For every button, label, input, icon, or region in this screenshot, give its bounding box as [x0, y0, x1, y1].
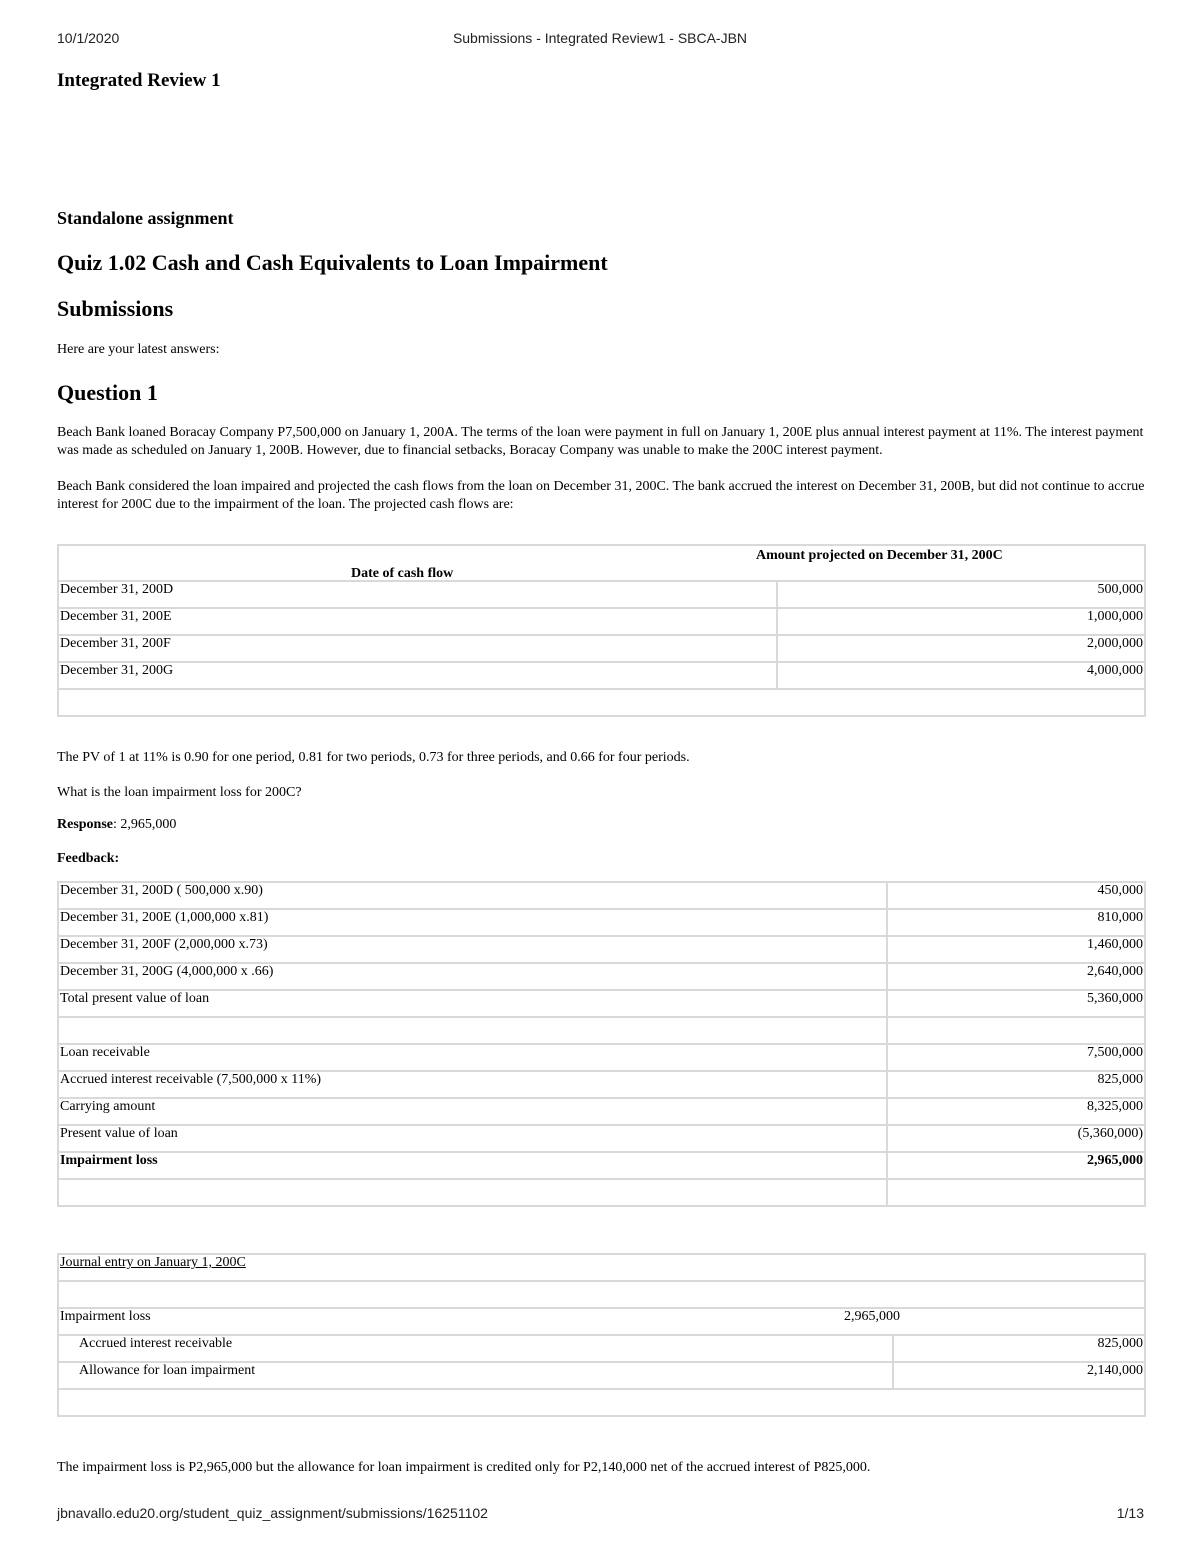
table-row — [58, 909, 1145, 936]
feedback-value-cell — [887, 1017, 1145, 1044]
feedback-label-cell: Accrued interest receivable (7,500,000 x 11%) — [58, 1071, 887, 1098]
feedback-value-cell: (5,360,000) — [887, 1125, 1145, 1152]
empty-cell — [58, 1281, 1145, 1308]
feedback-value-cell: 825,000 — [887, 1071, 1145, 1098]
feedback-value-cell: 7,500,000 — [887, 1044, 1145, 1071]
debit-amount: 2,965,000 — [844, 1309, 900, 1324]
question-paragraph-1: Beach Bank loaned Boracay Company P7,500,000 on January 1, 200A. The terms of the loan were payment in full on January 1, 200E plus annual interest payment at 11%. The interest payment was made as scheduled on January 1, 200B. However, due to financial setbacks, Boracay Company was unable to make the 200C interest payment. — [57, 425, 1144, 458]
feedback-label-cell — [58, 1179, 887, 1206]
table-row — [58, 581, 1145, 608]
table-row — [58, 662, 1145, 689]
cash-flow-header-row — [58, 545, 1145, 581]
main-content — [57, 68, 1146, 1475]
cash-flow-amount: 4,000,000 — [777, 662, 1145, 689]
empty-cell — [58, 689, 1145, 716]
feedback-label-cell: Carrying amount — [58, 1098, 887, 1125]
cash-flow-date: December 31, 200E — [58, 608, 777, 635]
print-url: jbnavallo.edu20.org/student_quiz_assignment/submissions/16251102 — [57, 1505, 488, 1521]
feedback-label-cell: December 31, 200F (2,000,000 x.73) — [58, 936, 887, 963]
print-page-number: 1/13 — [1116, 1505, 1144, 1521]
cash-flow-amount: 2,000,000 — [777, 635, 1145, 662]
table-row-empty — [58, 1017, 1145, 1044]
table-row — [58, 1071, 1145, 1098]
feedback-value-cell: 5,360,000 — [887, 990, 1145, 1017]
response-label: Response — [57, 817, 114, 832]
credit-amount: 825,000 — [893, 1335, 1145, 1362]
credit-account: Allowance for loan impairment — [58, 1362, 893, 1389]
submissions-title: Submissions — [57, 296, 174, 321]
cash-flow-date: December 31, 200F — [58, 635, 777, 662]
cash-flow-header — [58, 545, 1145, 581]
feedback-value-cell: 2,965,000 — [887, 1152, 1145, 1179]
question-paragraph-2: Beach Bank considered the loan impaired and projected the cash flows from the loan on December 31, 200C. The bank accrued the interest on December 31, 200B, but did not continue to accrue interest for 200C due to the impairment of the loan. The projected cash flows are: — [57, 479, 1145, 512]
table-row-empty — [58, 689, 1145, 716]
table-row — [58, 1308, 1145, 1335]
table-row-empty — [58, 1179, 1145, 1206]
table-row — [58, 963, 1145, 990]
response-value: : 2,965,000 — [113, 817, 177, 832]
feedback-label: Feedback: — [57, 851, 120, 866]
quiz-title: Quiz 1.02 Cash and Cash Equivalents to Loan Impairment — [57, 250, 608, 275]
feedback-label-cell: Present value of loan — [58, 1125, 887, 1152]
table-row — [58, 1044, 1145, 1071]
cash-flow-date: December 31, 200G — [58, 662, 777, 689]
journal-entry-title: Journal entry on January 1, 200C — [60, 1255, 246, 1270]
table-row — [58, 1098, 1145, 1125]
feedback-label-cell — [58, 1017, 887, 1044]
table-row-empty — [58, 1389, 1145, 1416]
table-row — [58, 1335, 1145, 1362]
print-footer — [0, 1505, 1200, 1525]
review-title: Integrated Review 1 — [57, 70, 221, 91]
feedback-label-cell: December 31, 200D ( 500,000 x.90) — [58, 882, 887, 909]
table-row — [58, 1125, 1145, 1152]
question-title: Question 1 — [57, 380, 158, 405]
feedback-label-cell: Impairment loss — [58, 1152, 887, 1179]
debit-account: Impairment loss — [60, 1309, 151, 1324]
table-row — [58, 608, 1145, 635]
journal-entry-title-cell — [58, 1254, 1145, 1281]
feedback-value-cell: 2,640,000 — [887, 963, 1145, 990]
feedback-label-cell: December 31, 200E (1,000,000 x.81) — [58, 909, 887, 936]
table-row — [58, 1254, 1145, 1281]
feedback-value-cell: 1,460,000 — [887, 936, 1145, 963]
table-row — [58, 990, 1145, 1017]
print-header — [0, 30, 1200, 50]
pv-text: The PV of 1 at 11% is 0.90 for one period, 0.81 for two periods, 0.73 for three periods, and 0.66 for four periods. — [57, 750, 690, 765]
feedback-label-cell: December 31, 200G (4,000,000 x .66) — [58, 963, 887, 990]
cash-flow-amount: 1,000,000 — [777, 608, 1145, 635]
print-page-title: Submissions - Integrated Review1 - SBCA-JBN — [452, 30, 748, 46]
cash-flow-amount: 500,000 — [777, 581, 1145, 608]
feedback-table — [57, 881, 1146, 1207]
intro-text: Here are your latest answers: — [57, 342, 220, 357]
feedback-label-cell: Total present value of loan — [58, 990, 887, 1017]
header-date: Date of cash flow — [351, 566, 454, 581]
table-row-empty — [58, 1281, 1145, 1308]
empty-cell — [58, 1389, 1145, 1416]
table-row — [58, 936, 1145, 963]
question-prompt: What is the loan impairment loss for 200C? — [57, 785, 302, 800]
feedback-label-cell: Loan receivable — [58, 1044, 887, 1071]
feedback-value-cell: 8,325,000 — [887, 1098, 1145, 1125]
credit-account: Accrued interest receivable — [58, 1335, 893, 1362]
cash-flow-date: December 31, 200D — [58, 581, 777, 608]
table-row — [58, 1362, 1145, 1389]
feedback-value-cell: 450,000 — [887, 882, 1145, 909]
header-amount: Amount projected on December 31, 200C — [756, 548, 1003, 563]
assignment-type: Standalone assignment — [57, 208, 234, 228]
table-row — [58, 635, 1145, 662]
credit-amount: 2,140,000 — [893, 1362, 1145, 1389]
closing-text: The impairment loss is P2,965,000 but the allowance for loan impairment is credited only for P2,140,000 net of the accrued interest of P825,000. — [57, 1460, 871, 1475]
table-row-total — [58, 1152, 1145, 1179]
journal-entry-table — [57, 1253, 1146, 1417]
cash-flow-table — [57, 544, 1146, 717]
response — [57, 816, 1146, 834]
debit-row-cell — [58, 1308, 1145, 1335]
print-date: 10/1/2020 — [57, 30, 120, 46]
feedback-value-cell — [887, 1179, 1145, 1206]
table-row — [58, 882, 1145, 909]
feedback-value-cell: 810,000 — [887, 909, 1145, 936]
